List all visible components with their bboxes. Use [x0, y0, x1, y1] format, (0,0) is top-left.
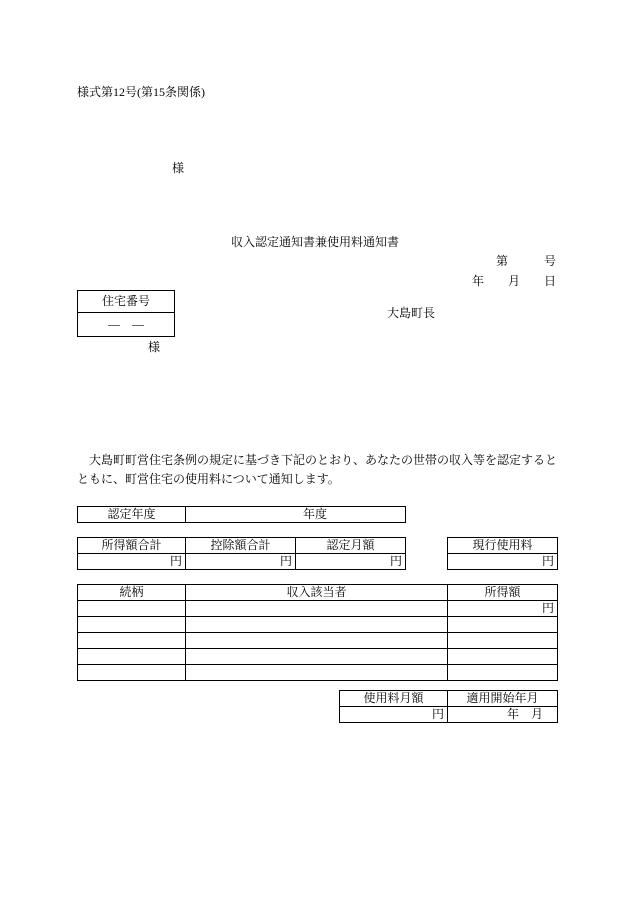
table-row [78, 554, 406, 570]
income-total-header: 所得額合計 [78, 538, 186, 554]
document-title: 収入認定通知書兼使用料通知書 [230, 235, 399, 249]
document-number-go: 号 [544, 254, 557, 268]
table-row [78, 617, 558, 633]
income-amount-cell: 円 [448, 601, 558, 617]
start-month-header: 適用開始年月 [448, 691, 558, 707]
income-amount-header: 所得額 [448, 585, 558, 601]
table-row [78, 633, 558, 649]
current-rent-value: 円 [448, 554, 558, 570]
certified-monthly-value: 円 [296, 554, 406, 570]
income-amount-cell [448, 633, 558, 649]
income-earner-cell [186, 617, 448, 633]
issue-date-month: 月 [508, 274, 521, 288]
monthly-rent-table [339, 690, 558, 723]
current-rent-header: 現行使用料 [448, 538, 558, 554]
certification-year-label: 認定年度 [78, 507, 186, 523]
table-row [78, 665, 558, 681]
table-row [78, 601, 558, 617]
income-amount-cell [448, 617, 558, 633]
relationship-cell [78, 665, 186, 681]
relationship-cell [78, 601, 186, 617]
monthly-rent-header: 使用料月額 [340, 691, 448, 707]
income-earner-header: 収入該当者 [186, 585, 448, 601]
table-header-row [448, 538, 558, 554]
housing-number-value-row [78, 313, 175, 337]
income-total-value: 円 [78, 554, 186, 570]
table-header-row [78, 585, 558, 601]
housing-number-box [77, 290, 175, 337]
issue-date-day: 日 [544, 274, 557, 288]
issue-date-year: 年 [472, 274, 485, 288]
income-earner-cell [186, 633, 448, 649]
housing-number-label-row [78, 291, 175, 313]
relationship-cell [78, 633, 186, 649]
form-number: 様式第12号(第15条関係) [77, 85, 205, 99]
table-row [340, 707, 558, 723]
body-line: ともに、町営住宅の使用料について通知します。 [77, 472, 340, 486]
relationship-header: 続柄 [78, 585, 186, 601]
current-rent-table [447, 537, 558, 570]
document-number-dai: 第 [496, 254, 509, 268]
table-row [78, 507, 406, 523]
table-row [78, 649, 558, 665]
monthly-rent-value: 円 [340, 707, 448, 723]
income-amount-cell [448, 665, 558, 681]
housing-number-value: ― ― [78, 313, 175, 337]
income-earner-cell [186, 649, 448, 665]
relationship-cell [78, 649, 186, 665]
deduction-total-value: 円 [186, 554, 296, 570]
body-line: 大島町町営住宅条例の規定に基づき下記のとおり、あなたの世帯の収入等を認定すると [77, 453, 558, 467]
deduction-total-header: 控除額合計 [186, 538, 296, 554]
income-amount-cell [448, 649, 558, 665]
household-members-table [77, 584, 558, 681]
table-header-row [340, 691, 558, 707]
table-header-row [78, 538, 406, 554]
tenant-honorific: 様 [148, 340, 161, 354]
issuer: 大島町長 [387, 306, 436, 320]
relationship-cell [78, 617, 186, 633]
income-earner-cell [186, 601, 448, 617]
start-month-value: 年 月 [448, 707, 558, 723]
certification-year-value: 年度 [186, 507, 406, 523]
income-earner-cell [186, 665, 448, 681]
housing-number-label: 住宅番号 [78, 291, 175, 313]
income-summary-table [77, 537, 406, 570]
certified-monthly-header: 認定月額 [296, 538, 406, 554]
certification-year-table [77, 506, 406, 523]
addressee-honorific: 様 [172, 161, 185, 175]
table-row [448, 554, 558, 570]
